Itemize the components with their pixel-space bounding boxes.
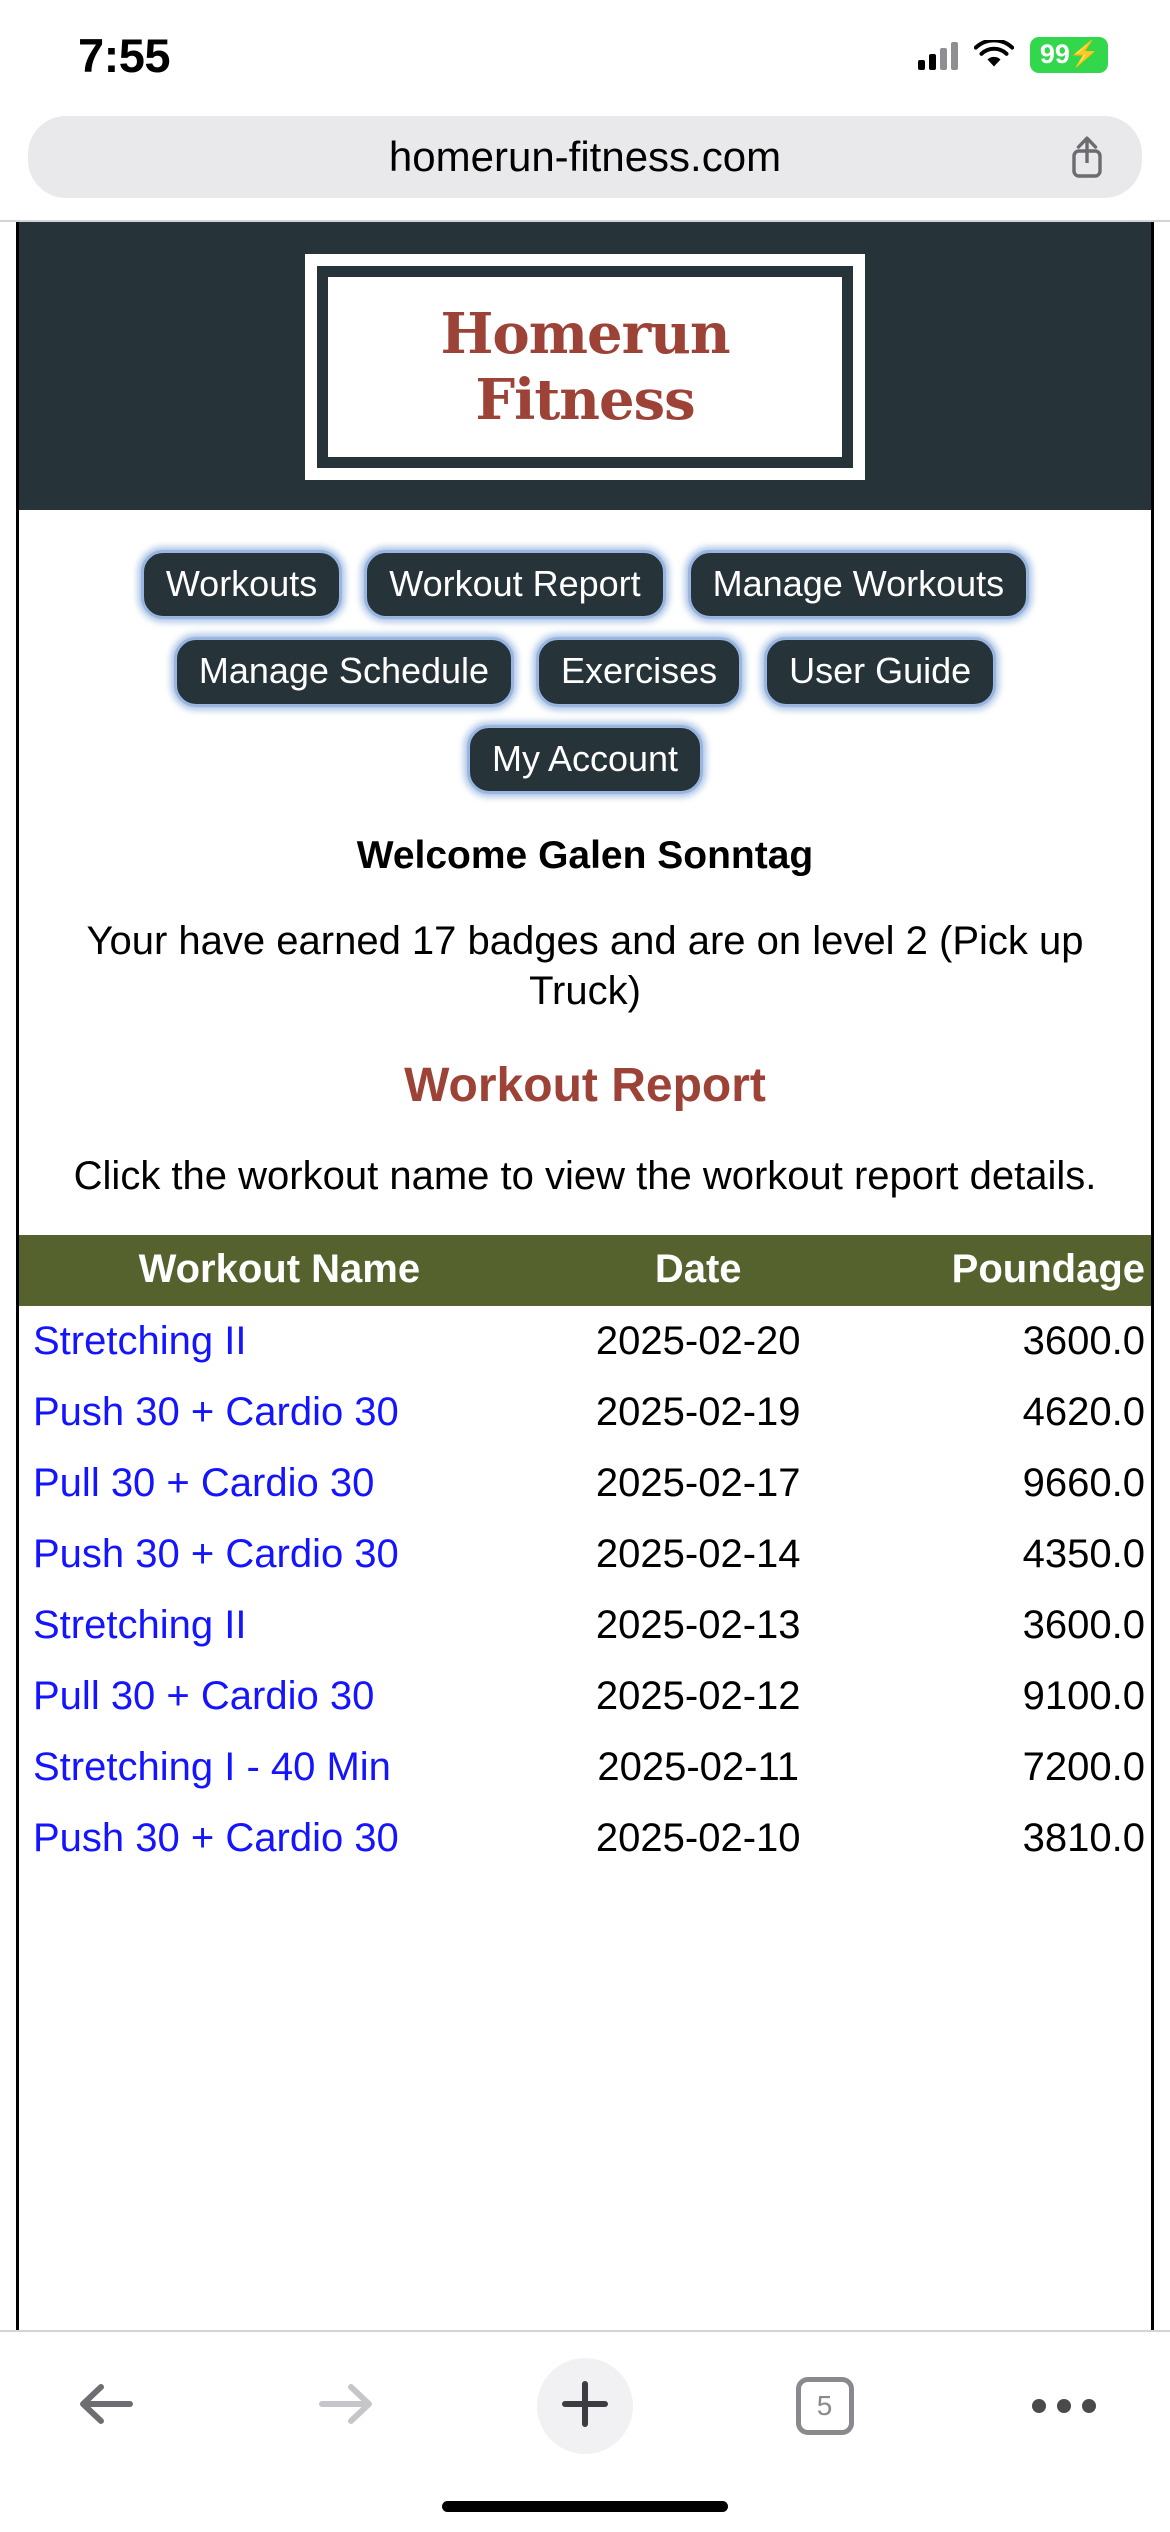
site-header: [19, 222, 1151, 510]
url-text: homerun-fitness.com: [388, 133, 782, 180]
tabs-button[interactable]: [775, 2356, 875, 2456]
more-options-button[interactable]: [1014, 2356, 1114, 2456]
badges-level-text: Your have earned 17 badges and are on level 2 (Pick up Truck): [86, 919, 1084, 1014]
table-row: [19, 1448, 1151, 1519]
workout-date: 2025-02-14: [595, 1532, 801, 1577]
battery-indicator: [1030, 37, 1108, 73]
home-indicator[interactable]: [442, 2501, 728, 2512]
workout-date: 2025-02-10: [595, 1816, 801, 1861]
workout-poundage: 3810.0: [1022, 1816, 1145, 1861]
workout-poundage: 7200.0: [1022, 1745, 1145, 1790]
forward-button: [296, 2356, 396, 2456]
workout-date: 2025-02-13: [595, 1603, 801, 1648]
nav-button-manage-workouts[interactable]: Manage Workouts: [688, 550, 1029, 619]
workout-date: 2025-02-20: [595, 1319, 801, 1364]
workout-name-link[interactable]: Push 30 + Cardio 30: [33, 1390, 399, 1435]
table-row: [19, 1732, 1151, 1803]
nav-button-manage-schedule[interactable]: Manage Schedule: [174, 637, 514, 706]
nav-button-workouts[interactable]: Workouts: [141, 550, 342, 619]
table-row: [19, 1306, 1151, 1377]
column-header-poundage[interactable]: Poundage: [857, 1235, 1151, 1306]
workout-poundage: 3600.0: [1022, 1603, 1145, 1648]
site-container: [16, 222, 1154, 2330]
page-title: Workout Report: [404, 1059, 766, 1113]
workout-name-link[interactable]: Stretching II: [33, 1603, 247, 1648]
browser-bottom-toolbar: [0, 2330, 1170, 2480]
back-arrow-icon: [74, 2380, 138, 2433]
table-row: [19, 1590, 1151, 1661]
nav-button-exercises[interactable]: Exercises: [536, 637, 742, 706]
nav-button-user-guide[interactable]: User Guide: [764, 637, 996, 706]
table-row: [19, 1803, 1151, 1874]
workout-name-link[interactable]: Stretching II: [33, 1319, 247, 1364]
status-time: 7:55: [78, 28, 171, 82]
back-button[interactable]: [56, 2356, 156, 2456]
browser-url-bar-container: [0, 110, 1170, 222]
nav-row-1: [43, 550, 1127, 619]
workout-name-link[interactable]: Stretching I - 40 Min: [33, 1745, 391, 1790]
battery-percent: 99: [1039, 39, 1070, 69]
status-bar: [0, 0, 1170, 110]
table-row: [19, 1519, 1151, 1590]
nav-button-my-account[interactable]: My Account: [467, 725, 703, 794]
logo-text: Homerun Fitness: [440, 301, 730, 433]
nav-row-2: [43, 637, 1127, 706]
workout-poundage: 3600.0: [1022, 1319, 1145, 1364]
table-row: [19, 1377, 1151, 1448]
column-header-date[interactable]: Date: [540, 1235, 857, 1306]
workout-date: 2025-02-12: [595, 1674, 801, 1719]
home-indicator-area: [0, 2480, 1170, 2532]
workout-name-link[interactable]: Push 30 + Cardio 30: [33, 1532, 399, 1577]
status-icons: [918, 37, 1108, 73]
workout-name-link[interactable]: Pull 30 + Cardio 30: [33, 1674, 375, 1719]
site-navigation: [19, 510, 1151, 794]
workout-poundage: 9100.0: [1022, 1674, 1145, 1719]
table-row: [19, 1661, 1151, 1732]
wifi-icon: [974, 40, 1014, 70]
more-options-icon: [1032, 2399, 1096, 2413]
battery-charging-icon: ⚡: [1068, 40, 1100, 68]
web-page-viewport: [0, 222, 1170, 2330]
cellular-signal-icon: [918, 40, 958, 70]
instructions-text: Click the workout name to view the workout report details.: [73, 1154, 1097, 1199]
workout-date: 2025-02-19: [595, 1390, 801, 1435]
workout-date: 2025-02-11: [597, 1745, 800, 1790]
forward-arrow-icon: [314, 2380, 378, 2433]
table-header-row: [19, 1235, 1151, 1306]
workout-poundage: 4350.0: [1022, 1532, 1145, 1577]
workout-poundage: 9660.0: [1022, 1461, 1145, 1506]
plus-icon: [559, 2378, 611, 2435]
share-icon[interactable]: [1068, 135, 1106, 179]
tab-count-badge: 5: [796, 2377, 854, 2435]
table-body: [19, 1306, 1151, 1874]
nav-button-workout-report[interactable]: Workout Report: [364, 550, 665, 619]
nav-row-3: [43, 725, 1127, 794]
workout-name-link[interactable]: Push 30 + Cardio 30: [33, 1816, 399, 1861]
workout-date: 2025-02-17: [595, 1461, 801, 1506]
column-header-workout-name[interactable]: Workout Name: [19, 1235, 540, 1306]
workout-report-table: [19, 1235, 1151, 1874]
workout-name-link[interactable]: Pull 30 + Cardio 30: [33, 1461, 375, 1506]
new-tab-button[interactable]: [535, 2356, 635, 2456]
workout-poundage: 4620.0: [1022, 1390, 1145, 1435]
welcome-message: Welcome Galen Sonntag: [356, 834, 814, 878]
url-input[interactable]: [28, 116, 1142, 198]
site-logo: [305, 254, 865, 480]
